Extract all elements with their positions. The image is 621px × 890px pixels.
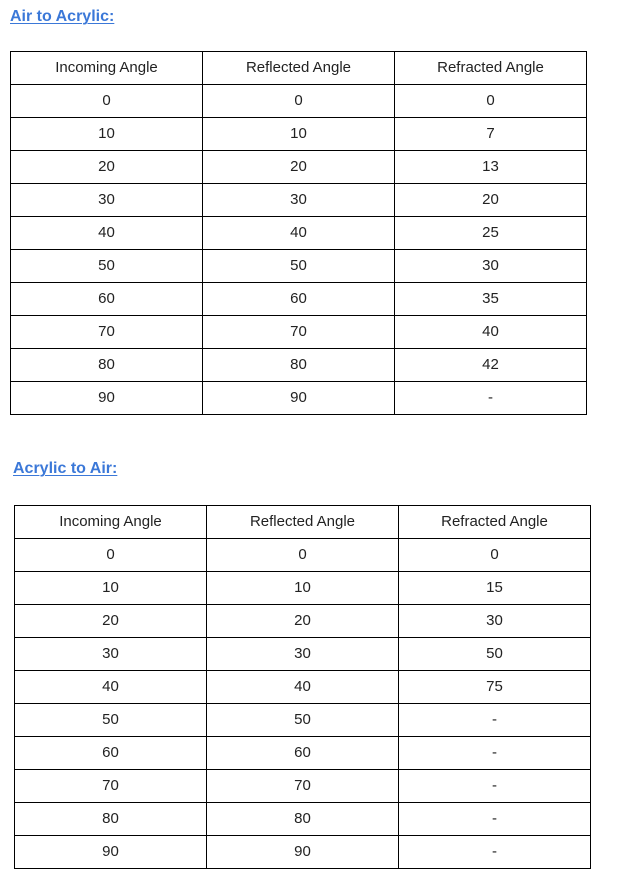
column-header-refracted-angle: Refracted Angle [395, 52, 587, 85]
reflected-angle-cell: 10 [203, 118, 395, 151]
table-row [15, 737, 591, 770]
refracted-angle-cell: 40 [395, 316, 587, 349]
reflected-angle-cell: 30 [203, 184, 395, 217]
refracted-angle-cell: - [399, 737, 591, 770]
incoming-angle-cell: 50 [15, 704, 207, 737]
table-row [11, 283, 587, 316]
refracted-angle-cell: 30 [399, 605, 591, 638]
incoming-angle-cell: 90 [15, 836, 207, 869]
column-header-incoming-angle: Incoming Angle [15, 506, 207, 539]
refracted-angle-cell: - [399, 704, 591, 737]
table-row [11, 85, 587, 118]
refracted-angle-cell: 13 [395, 151, 587, 184]
reflected-angle-cell: 50 [203, 250, 395, 283]
table-row [11, 250, 587, 283]
table-row [15, 638, 591, 671]
table-body [15, 539, 591, 869]
refracted-angle-cell: - [395, 382, 587, 415]
table-row [11, 382, 587, 415]
reflected-angle-cell: 0 [203, 85, 395, 118]
reflected-angle-cell: 80 [203, 349, 395, 382]
reflected-angle-cell: 40 [207, 671, 399, 704]
table-row [11, 118, 587, 151]
reflected-angle-cell: 80 [207, 803, 399, 836]
column-header-reflected-angle: Reflected Angle [203, 52, 395, 85]
incoming-angle-cell: 70 [11, 316, 203, 349]
refracted-angle-cell: 50 [399, 638, 591, 671]
incoming-angle-cell: 90 [11, 382, 203, 415]
refracted-angle-cell: 20 [395, 184, 587, 217]
table-row [11, 349, 587, 382]
reflected-angle-cell: 60 [207, 737, 399, 770]
column-header-reflected-angle: Reflected Angle [207, 506, 399, 539]
refracted-angle-cell: 75 [399, 671, 591, 704]
section-title-air-to-acrylic: Air to Acrylic: [10, 8, 115, 25]
refracted-angle-cell: 7 [395, 118, 587, 151]
acrylic-to-air-table [14, 505, 591, 869]
incoming-angle-cell: 20 [11, 151, 203, 184]
reflected-angle-cell: 50 [207, 704, 399, 737]
incoming-angle-cell: 80 [11, 349, 203, 382]
reflected-angle-cell: 0 [207, 539, 399, 572]
reflected-angle-cell: 70 [203, 316, 395, 349]
table-row [15, 539, 591, 572]
incoming-angle-cell: 10 [15, 572, 207, 605]
reflected-angle-cell: 20 [203, 151, 395, 184]
incoming-angle-cell: 40 [11, 217, 203, 250]
reflected-angle-cell: 40 [203, 217, 395, 250]
reflected-angle-cell: 30 [207, 638, 399, 671]
incoming-angle-cell: 50 [11, 250, 203, 283]
table-row [15, 770, 591, 803]
refracted-angle-cell: - [399, 836, 591, 869]
refracted-angle-cell: 15 [399, 572, 591, 605]
reflected-angle-cell: 90 [207, 836, 399, 869]
table-row [11, 151, 587, 184]
table-row [15, 605, 591, 638]
air-to-acrylic-table [10, 51, 587, 415]
section-title-acrylic-to-air: Acrylic to Air: [13, 460, 118, 477]
refracted-angle-cell: 35 [395, 283, 587, 316]
table-header-row [11, 52, 587, 85]
refracted-angle-cell: - [399, 803, 591, 836]
refracted-angle-cell: 0 [395, 85, 587, 118]
table-row [15, 704, 591, 737]
incoming-angle-cell: 70 [15, 770, 207, 803]
refracted-angle-cell: 25 [395, 217, 587, 250]
incoming-angle-cell: 80 [15, 803, 207, 836]
incoming-angle-cell: 40 [15, 671, 207, 704]
incoming-angle-cell: 60 [11, 283, 203, 316]
table-row [15, 572, 591, 605]
reflected-angle-cell: 20 [207, 605, 399, 638]
incoming-angle-cell: 0 [15, 539, 207, 572]
table-header-row [15, 506, 591, 539]
column-header-refracted-angle: Refracted Angle [399, 506, 591, 539]
table-row [15, 671, 591, 704]
refracted-angle-cell: 0 [399, 539, 591, 572]
refracted-angle-cell: - [399, 770, 591, 803]
incoming-angle-cell: 0 [11, 85, 203, 118]
incoming-angle-cell: 60 [15, 737, 207, 770]
incoming-angle-cell: 20 [15, 605, 207, 638]
incoming-angle-cell: 10 [11, 118, 203, 151]
table-row [11, 184, 587, 217]
table-row [15, 836, 591, 869]
table-row [11, 217, 587, 250]
incoming-angle-cell: 30 [15, 638, 207, 671]
reflected-angle-cell: 10 [207, 572, 399, 605]
table-row [15, 803, 591, 836]
reflected-angle-cell: 90 [203, 382, 395, 415]
table-row [11, 316, 587, 349]
reflected-angle-cell: 60 [203, 283, 395, 316]
column-header-incoming-angle: Incoming Angle [11, 52, 203, 85]
table-body [11, 85, 587, 415]
refracted-angle-cell: 42 [395, 349, 587, 382]
incoming-angle-cell: 30 [11, 184, 203, 217]
refracted-angle-cell: 30 [395, 250, 587, 283]
reflected-angle-cell: 70 [207, 770, 399, 803]
